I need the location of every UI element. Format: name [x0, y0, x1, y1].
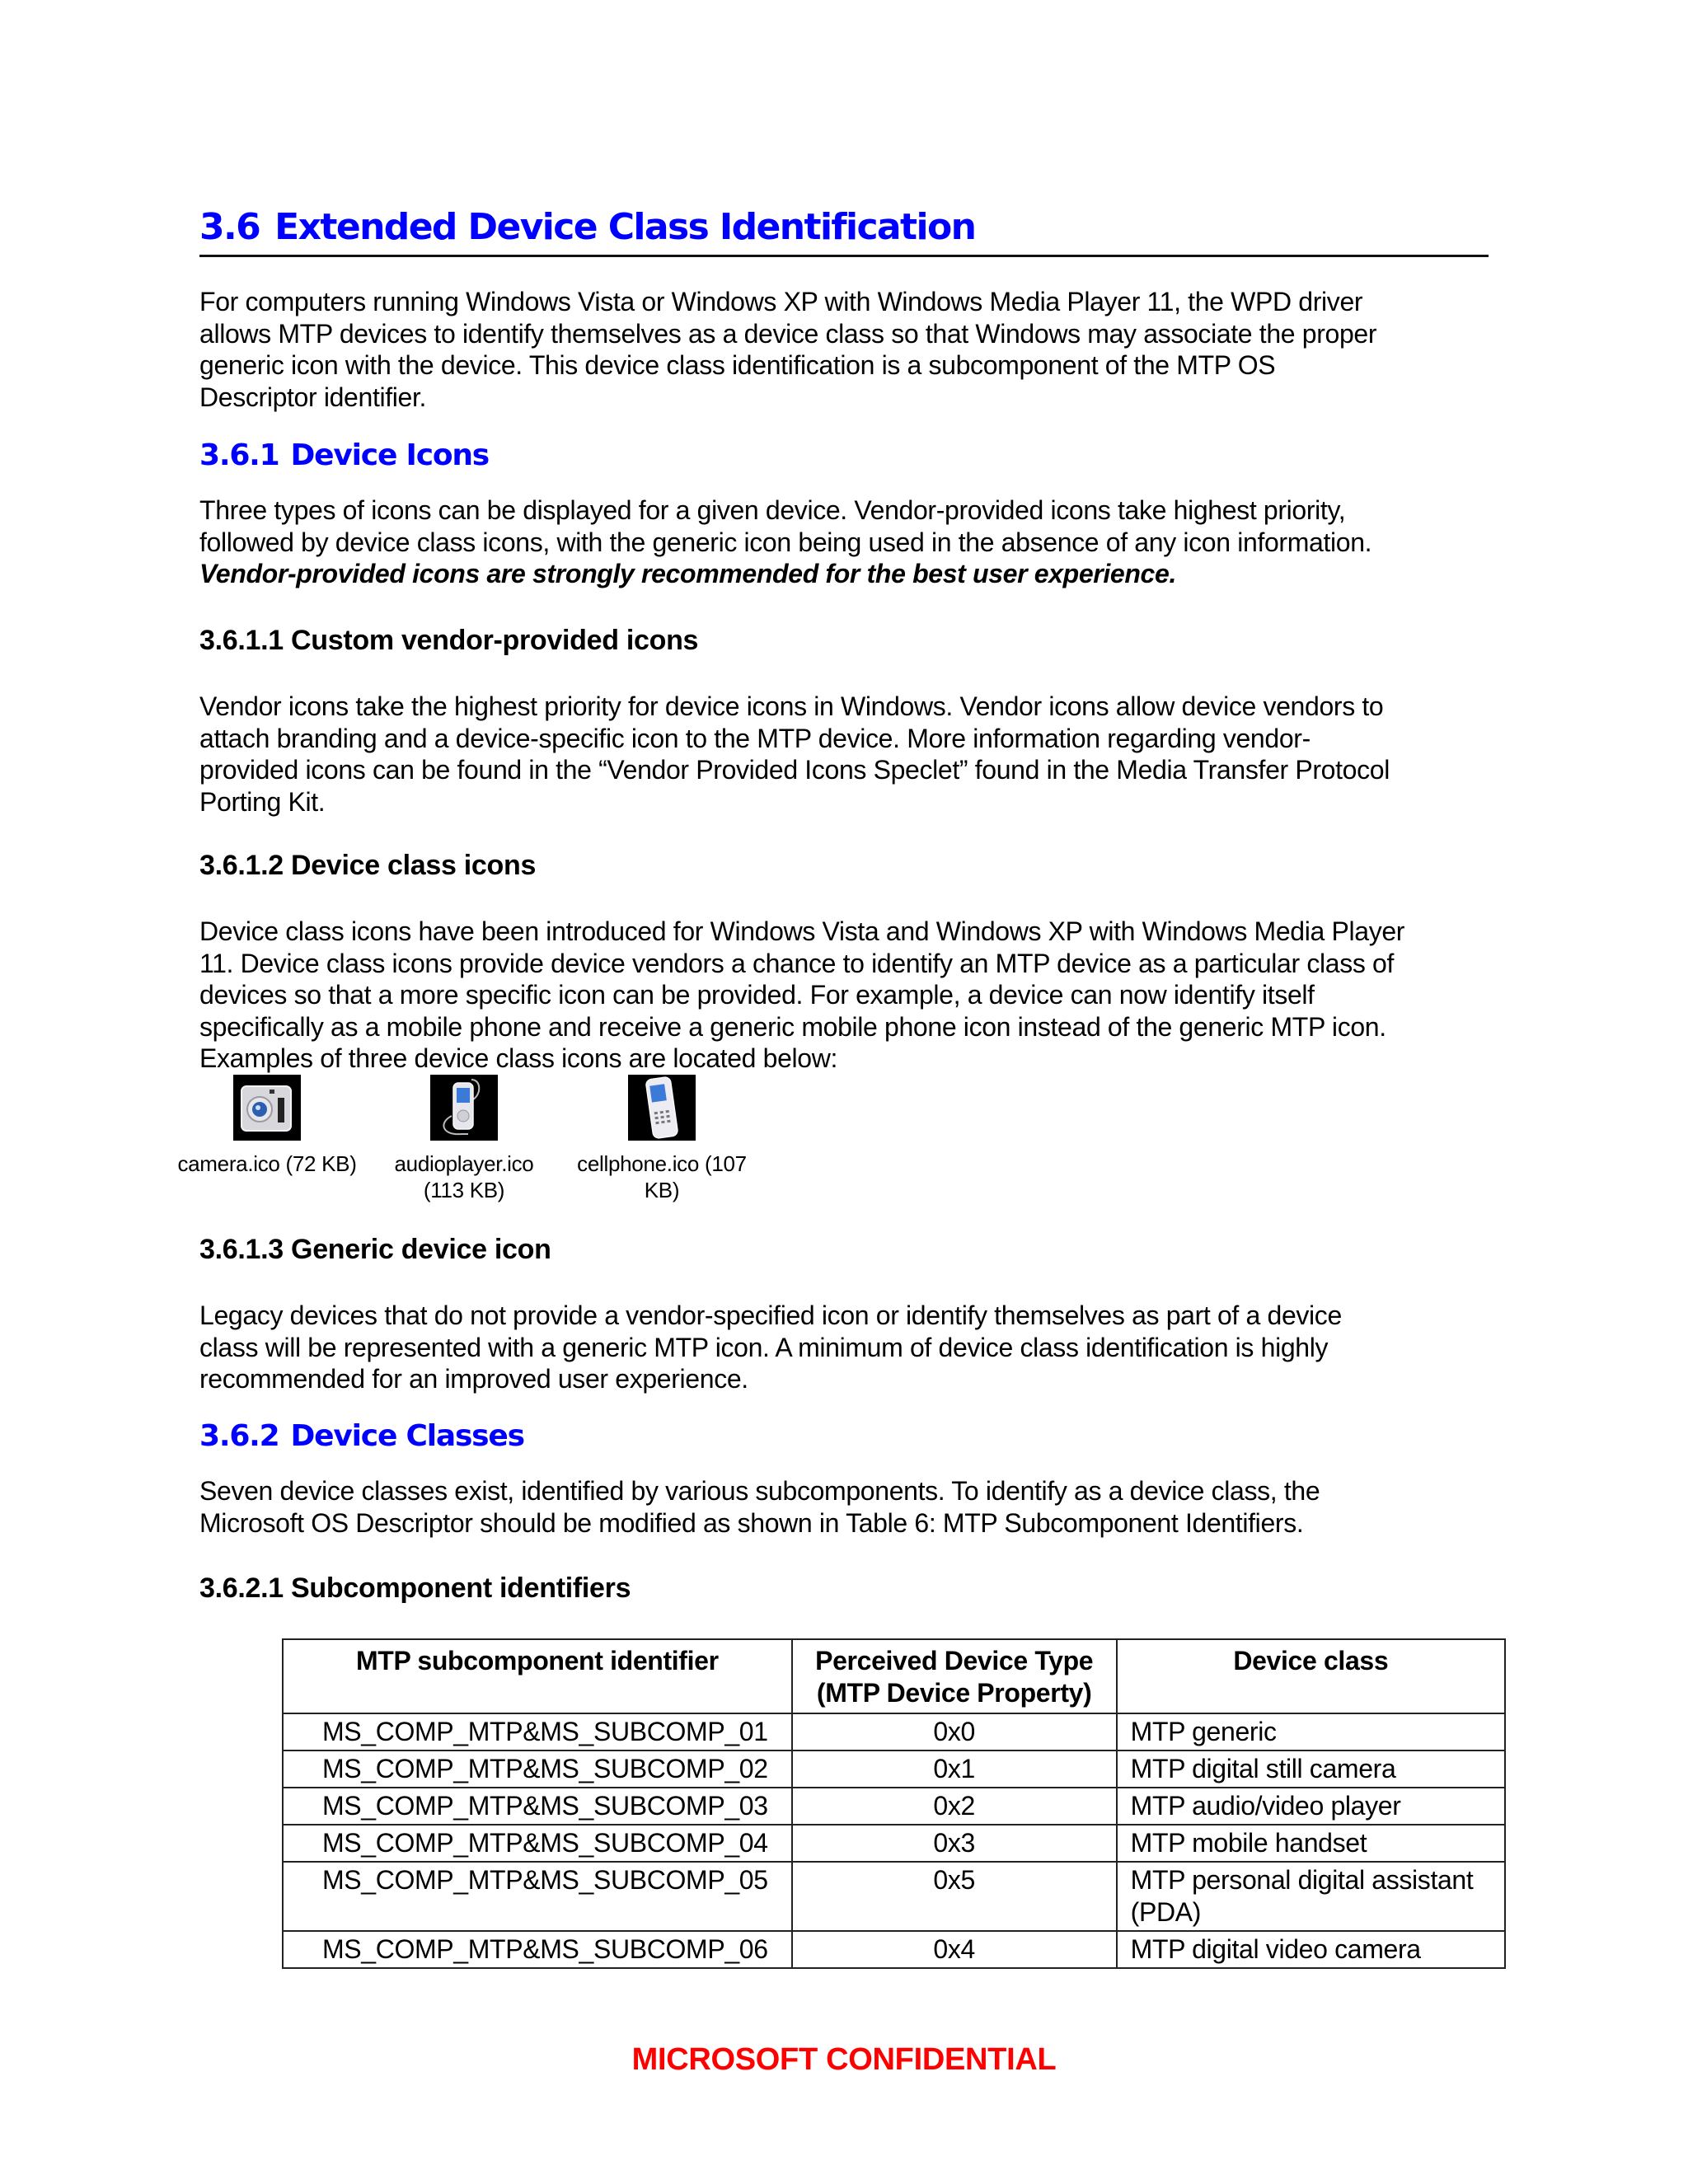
table-row: [283, 1788, 1505, 1825]
subsection-heading-device-icons: [199, 435, 489, 476]
subsection-heading-device-classes: [199, 1416, 524, 1457]
subsection-number: 3.6.1: [199, 438, 279, 472]
caption-line: audioplayer.ico: [394, 1151, 534, 1176]
cell-device-class: MTP generic: [1117, 1713, 1505, 1750]
subsection-number: 3.6.2: [199, 1419, 279, 1453]
cell-device-class: MTP mobile handset: [1117, 1825, 1505, 1862]
section-heading: [199, 203, 975, 252]
cell-device-type: 0x0: [792, 1713, 1117, 1750]
cell-device-class: MTP digital still camera: [1117, 1750, 1505, 1788]
icon-caption: [563, 1151, 761, 1203]
text-line: specifically as a mobile phone and receive a generic mobile phone icon instead of the generic MTP icon.: [199, 1011, 1386, 1042]
icon-example-cellphone: [563, 1075, 761, 1203]
generic-icon-paragraph: [199, 1300, 1493, 1395]
device-icons-paragraph: [199, 494, 1493, 590]
heading-device-class-icons: [199, 847, 536, 883]
caption-line: camera.ico (72 KB): [177, 1151, 357, 1176]
table-row: [283, 1862, 1505, 1931]
cell-device-type: 0x3: [792, 1825, 1117, 1862]
cell-identifier: MS_COMP_MTP&MS_SUBCOMP_04: [283, 1825, 792, 1862]
header-text: MTP subcomponent identifier: [355, 1646, 719, 1675]
column-header-device-type: [792, 1639, 1117, 1713]
text-line: Legacy devices that do not provide a vendor-specified icon or identify themselves as part of a device: [199, 1301, 1342, 1330]
audio-player-icon: [430, 1075, 498, 1141]
text-line: Vendor icons take the highest priority for device icons in Windows. Vendor icons allow device vendors to: [199, 691, 1384, 721]
text-line: allows MTP devices to identify themselves as a device class so that Windows may associate the proper: [199, 318, 1377, 349]
header-text: Device class: [1233, 1646, 1389, 1675]
emphasis-text: Vendor-provided icons are strongly recommended for the best user experience.: [199, 559, 1176, 589]
table-row: [283, 1825, 1505, 1862]
cell-identifier: MS_COMP_MTP&MS_SUBCOMP_05: [283, 1862, 792, 1931]
device-classes-paragraph: [199, 1475, 1493, 1539]
header-text: Perceived Device Type: [815, 1646, 1094, 1675]
intro-paragraph: [199, 286, 1493, 413]
cell-identifier: MS_COMP_MTP&MS_SUBCOMP_06: [283, 1931, 792, 1968]
text-line: generic icon with the device. This device class identification is a subcomponent of the MTP OS: [199, 350, 1276, 381]
icon-caption: [168, 1151, 366, 1177]
icon-example-camera: [168, 1075, 366, 1177]
custom-icons-paragraph: [199, 691, 1493, 818]
camera-icon: [233, 1075, 301, 1141]
text-line: Examples of three device class icons are located below:: [199, 1043, 838, 1074]
heading-number: 3.6.2.1: [199, 1572, 284, 1604]
section-title: Extended Device Class Identification: [274, 206, 976, 248]
column-header-device-class: [1117, 1639, 1505, 1713]
cell-device-class: MTP audio/video player: [1117, 1788, 1505, 1825]
cell-identifier: MS_COMP_MTP&MS_SUBCOMP_03: [283, 1788, 792, 1825]
text-line: attach branding and a device-specific icon to the MTP device. More information regarding vendor-: [199, 723, 1311, 753]
subsection-title: Device Icons: [290, 438, 490, 472]
caption-line: cellphone.ico (107: [577, 1151, 747, 1176]
heading-title: Subcomponent identifiers: [291, 1572, 631, 1604]
heading-number: 3.6.1.3: [199, 1234, 284, 1265]
heading-number: 3.6.1.1: [199, 625, 284, 656]
text-line: Porting Kit.: [199, 786, 326, 817]
cellphone-icon: [628, 1075, 696, 1141]
text-line: For computers running Windows Vista or Windows XP with Windows Media Player 11, the WPD driver: [199, 287, 1363, 316]
cell-device-type: 0x4: [792, 1931, 1117, 1968]
cell-device-type: 0x2: [792, 1788, 1117, 1825]
heading-subcomponent-identifiers: [199, 1570, 631, 1606]
confidential-footer: MICROSOFT CONFIDENTIAL: [631, 2042, 1057, 2077]
text-line: provided icons can be found in the “Vendor Provided Icons Speclet” found in the Media Transfer Protocol: [199, 755, 1390, 785]
heading-title: Custom vendor-provided icons: [291, 625, 699, 656]
text-line: Microsoft OS Descriptor should be modified as shown in Table 6: MTP Subcomponent Identifiers.: [199, 1507, 1304, 1538]
cell-identifier: MS_COMP_MTP&MS_SUBCOMP_02: [283, 1750, 792, 1788]
text-line: 11. Device class icons provide device vendors a chance to identify an MTP device as a particular class of: [199, 948, 1395, 978]
table-row: [283, 1713, 1505, 1750]
text-line: Device class icons have been introduced for Windows Vista and Windows XP with Windows Media Player: [199, 916, 1405, 946]
text-line: Seven device classes exist, identified by various subcomponents. To identify as a device class, the: [199, 1476, 1320, 1506]
cell-device-type: 0x1: [792, 1750, 1117, 1788]
text-line: Three types of icons can be displayed for a given device. Vendor-provided icons take highest priority,: [199, 495, 1346, 525]
header-text: (MTP Device Property): [816, 1678, 1092, 1708]
text-line: devices so that a more specific icon can be provided. For example, a device can now identify itself: [199, 980, 1315, 1010]
heading-rule: [199, 255, 1489, 257]
class-icons-paragraph: [199, 916, 1493, 1075]
heading-custom-vendor-icons: [199, 622, 698, 658]
cell-device-class: [1117, 1862, 1505, 1931]
icon-example-audioplayer: [365, 1075, 563, 1203]
subcomponent-identifiers-table: [282, 1638, 1506, 1969]
text-line: followed by device class icons, with the generic icon being used in the absence of any icon information.: [199, 527, 1372, 557]
text-line: Descriptor identifier.: [199, 382, 427, 412]
device-class-icon-examples: [177, 1075, 826, 1223]
cell-text: (PDA): [1130, 1897, 1202, 1927]
heading-generic-device-icon: [199, 1231, 551, 1268]
heading-title: Device class icons: [291, 850, 537, 881]
caption-line: (113 KB): [423, 1178, 505, 1202]
cell-device-class: MTP digital video camera: [1117, 1931, 1505, 1968]
cell-device-type: 0x5: [792, 1862, 1117, 1931]
text-line: recommended for an improved user experience.: [199, 1364, 748, 1394]
icon-caption: [365, 1151, 563, 1203]
heading-title: Generic device icon: [291, 1234, 551, 1265]
table-header-row: [283, 1639, 1505, 1713]
cell-text: MTP personal digital assistant: [1130, 1865, 1474, 1895]
text-line: class will be represented with a generic MTP icon. A minimum of device class identification is highly: [199, 1332, 1329, 1362]
subsection-title: Device Classes: [290, 1419, 524, 1453]
caption-line: KB): [644, 1178, 680, 1202]
table-row: [283, 1750, 1505, 1788]
section-number: 3.6: [199, 206, 260, 248]
heading-number: 3.6.1.2: [199, 850, 284, 881]
cell-identifier: MS_COMP_MTP&MS_SUBCOMP_01: [283, 1713, 792, 1750]
table-row: [283, 1931, 1505, 1968]
column-header-identifier: [283, 1639, 792, 1713]
